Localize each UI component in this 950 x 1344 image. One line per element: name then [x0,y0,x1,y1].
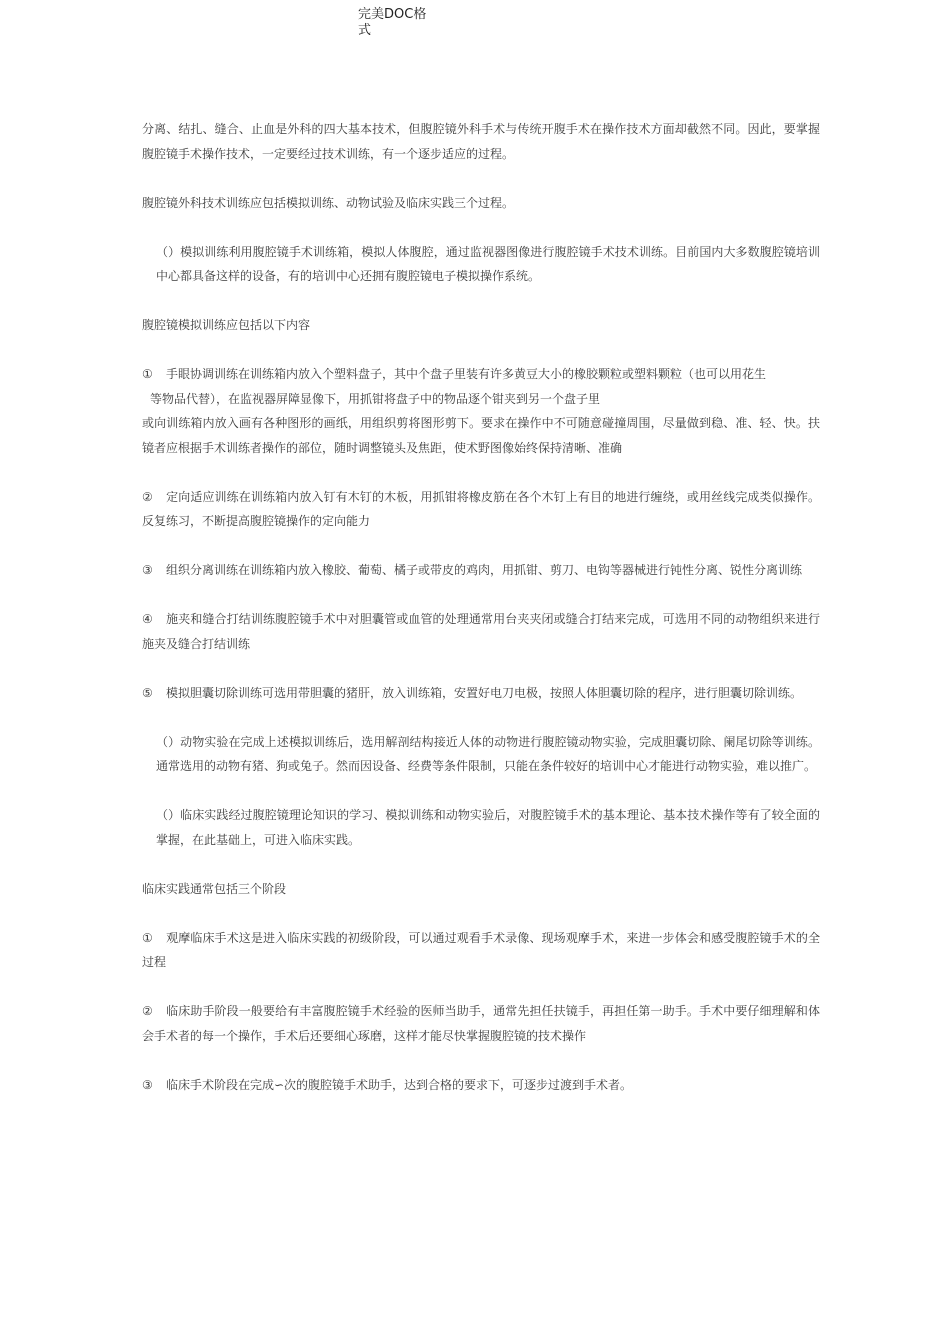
item-number: ③ [142,1077,153,1092]
item-number: ④ [142,612,153,626]
simulation-item-4 [142,607,820,656]
simulation-list-heading: 腹腔镜模拟训练应包括以下内容 [142,318,311,332]
item-number: ① [142,930,153,945]
header-title-line-2: 式 [358,23,372,38]
item-text: 观摩临床手术这是进入临床实践的初级阶段，可以通过观看手术录像、现场观摩手术，来进一步体会和感受腹腔镜手术的全过程 [142,930,820,969]
header-title-line-1: 完美DOC格 [358,7,427,22]
simulation-item-3 [142,558,820,583]
item-text: 手眼协调训练在训练箱内放入个塑料盘子，其中个盘子里装有许多黄豆大小的橡胶颗粒或塑料颗粒（也可以用花生 [166,367,767,381]
document-body [142,117,820,1122]
clinical-list-heading: 临床实践通常包括三个阶段 [142,881,287,896]
item-text: 组织分离训练在训练箱内放入橡胶、葡萄、橘子或带皮的鸡肉，用抓钳、剪刀、电钩等器械进行钝性分离、锐性分离训练 [166,563,803,577]
item-number: ② [142,489,153,504]
animal-experiment-paragraph: （）动物实验在完成上述模拟训练后，选用解剖结构接近人体的动物进行腹腔镜动物实验，完成胆囊切除、阑尾切除等训练。通常选用的动物有猪、狗或兔子。然而因设备、经费等条件限制，只能在条件较好的培训中心才能进行动物实验，难以推广。 [156,734,820,773]
document-header [358,7,448,39]
item-text: 施夹和缝合打结训练腹腔镜手术中对胆囊管或血管的处理通常用台夹夹闭或缝合打结来完成，可选用不同的动物组织来进行施夹及缝合打结训练 [142,612,820,651]
intro-paragraph-1: 分离、结扎、缝合、止血是外科的四大基本技术，但腹腔镜外科手术与传统开腹手术在操作技术方面却截然不同。因此，要掌握腹腔镜手术操作技术，一定要经过技术训练，有一个逐步适应的过程。 [142,122,820,161]
intro-paragraph-2: 腹腔镜外科技术训练应包括模拟训练、动物试验及临床实践三个过程。 [142,195,515,210]
item-number: ⑤ [142,685,153,700]
clinical-item-2 [142,999,820,1048]
item-text: 临床助手阶段一般要给有丰富腹腔镜手术经验的医师当助手，通常先担任扶镜手，再担任第一助手。手术中要仔细理解和体会手术者的每一个操作，手术后还要细心琢磨，这样才能尽快掌握腹腔镜的技术操作 [142,1004,820,1043]
simulation-item-1-line-2: 等物品代替），在监视器屏障显像下，用抓钳将盘子中的物品逐个钳夹到另一个盘子里 [150,391,601,406]
item-text: 模拟胆囊切除训练可选用带胆囊的猪肝，放入训练箱，安置好电刀电极，按照人体胆囊切除的程序，进行胆囊切除训练。 [166,685,803,700]
simulation-item-1-line-1 [142,362,820,387]
simulation-training-paragraph: （）模拟训练利用腹腔镜手术训练箱，模拟人体腹腔，通过监视器图像进行腹腔镜手术技术训练。目前国内大多数腹腔镜培训中心都具备这样的设备，有的培训中心还拥有腹腔镜电子模拟操作系统。 [156,244,820,283]
item-text: 定向适应训练在训练箱内放入钉有木钉的木板，用抓钳将橡皮筋在各个木钉上有目的地进行缠绕，或用丝线完成类似操作。反复练习，不断提高腹腔镜操作的定向能力 [142,489,820,528]
item-number: ② [142,1004,153,1018]
simulation-item-5 [142,681,820,706]
simulation-item-1 [142,362,820,460]
simulation-item-2 [142,485,820,534]
item-number: ① [142,367,153,381]
clinical-item-3 [142,1073,820,1098]
clinical-item-1 [142,926,820,975]
simulation-item-1-line-3: 或向训练箱内放入画有各种图形的画纸，用组织剪将图形剪下。要求在操作中不可随意碰撞周围，尽量做到稳、准、轻、快。扶镜者应根据手术训练者操作的部位，随时调整镜头及焦距，使术野图像始终保持清晰、准确 [142,416,820,455]
clinical-practice-paragraph: （）临床实践经过腹腔镜理论知识的学习、模拟训练和动物实验后，对腹腔镜手术的基本理论、基本技术操作等有了较全面的掌握，在此基础上，可进入临床实践。 [156,808,820,847]
item-text: 临床手术阶段在完成∽次的腹腔镜手术助手，达到合格的要求下，可逐步过渡到手术者。 [166,1077,633,1092]
item-number: ③ [142,563,153,577]
